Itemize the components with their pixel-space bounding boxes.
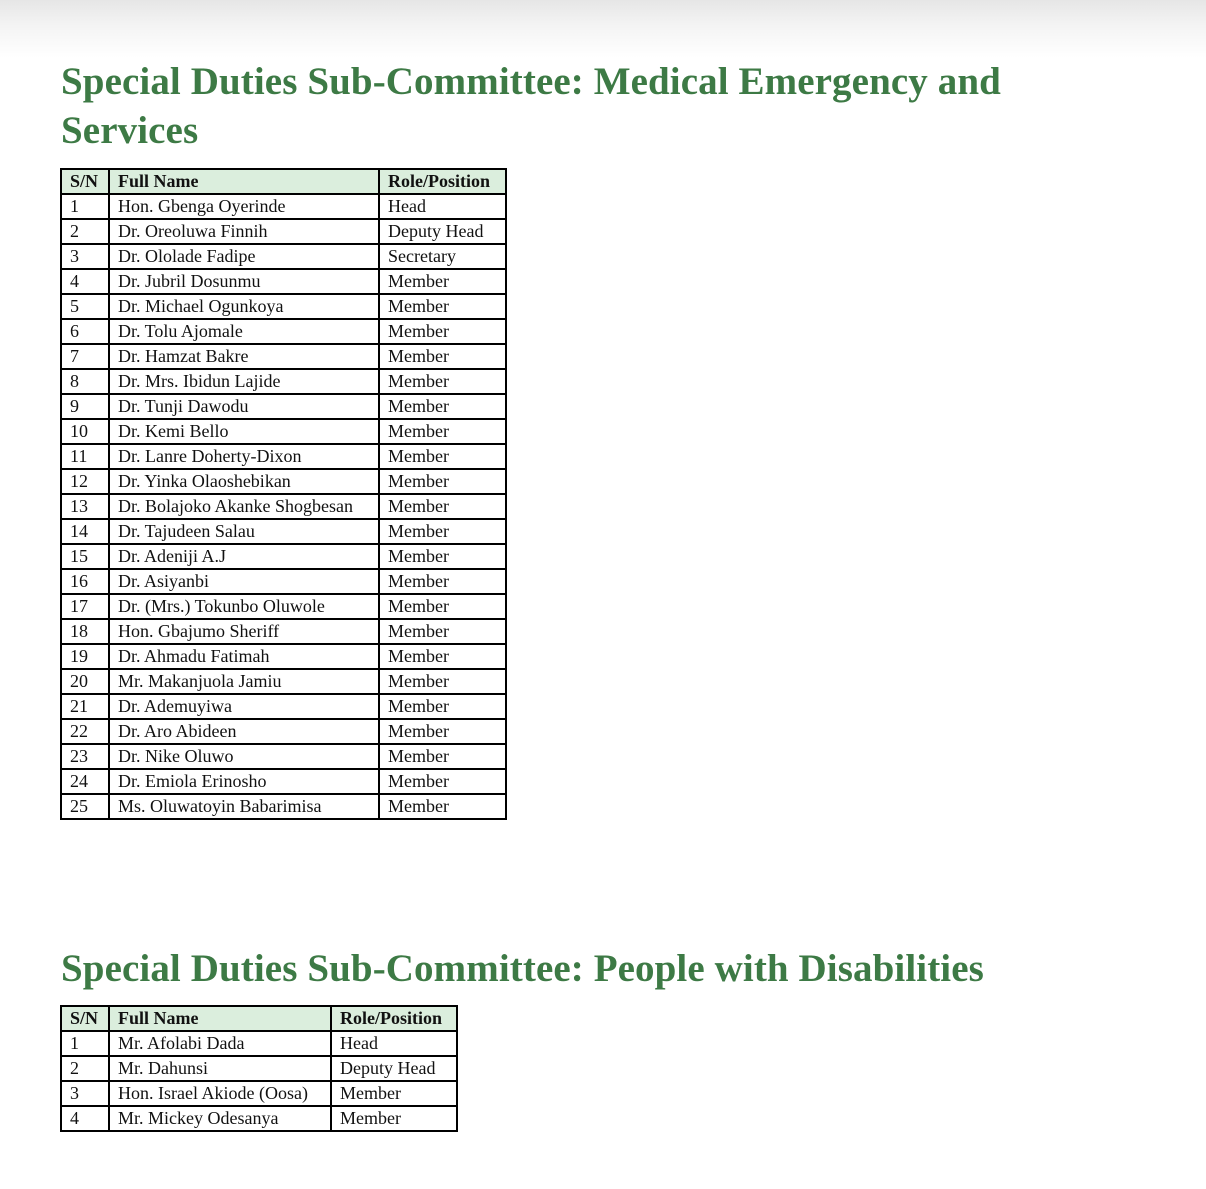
cell-full-name: Dr. Tajudeen Salau xyxy=(109,519,379,544)
table-body xyxy=(61,194,506,819)
cell-full-name: Ms. Oluwatoyin Babarimisa xyxy=(109,794,379,819)
top-shade xyxy=(0,0,1206,58)
cell-sn: 2 xyxy=(61,219,109,244)
cell-sn: 2 xyxy=(61,1056,109,1081)
cell-full-name: Dr. Kemi Bello xyxy=(109,419,379,444)
cell-full-name: Dr. Aro Abideen xyxy=(109,719,379,744)
table-row xyxy=(61,769,506,794)
cell-full-name: Hon. Gbenga Oyerinde xyxy=(109,194,379,219)
table-row xyxy=(61,544,506,569)
cell-role: Member xyxy=(379,394,506,419)
cell-full-name: Hon. Israel Akiode (Oosa) xyxy=(109,1081,331,1106)
cell-role: Member xyxy=(379,344,506,369)
cell-role: Deputy Head xyxy=(331,1056,457,1081)
table-header-row xyxy=(61,169,506,194)
cell-role: Member xyxy=(379,669,506,694)
table-row xyxy=(61,1031,457,1056)
cell-full-name: Dr. Lanre Doherty-Dixon xyxy=(109,444,379,469)
cell-full-name: Dr. Emiola Erinosho xyxy=(109,769,379,794)
cell-full-name: Dr. Yinka Olaoshebikan xyxy=(109,469,379,494)
cell-sn: 11 xyxy=(61,444,109,469)
cell-role: Secretary xyxy=(379,244,506,269)
cell-role: Member xyxy=(379,644,506,669)
cell-full-name: Dr. Ahmadu Fatimah xyxy=(109,644,379,669)
cell-role: Member xyxy=(379,794,506,819)
cell-full-name: Dr. (Mrs.) Tokunbo Oluwole xyxy=(109,594,379,619)
table-row xyxy=(61,669,506,694)
table-row xyxy=(61,1106,457,1131)
cell-full-name: Dr. Asiyanbi xyxy=(109,569,379,594)
cell-sn: 16 xyxy=(61,569,109,594)
cell-full-name: Dr. Ololade Fadipe xyxy=(109,244,379,269)
cell-sn: 5 xyxy=(61,294,109,319)
table-row xyxy=(61,594,506,619)
cell-sn: 20 xyxy=(61,669,109,694)
cell-full-name: Dr. Jubril Dosunmu xyxy=(109,269,379,294)
cell-role: Member xyxy=(379,444,506,469)
cell-role: Head xyxy=(331,1031,457,1056)
medical-emergency-heading: Special Duties Sub-Committee: Medical Emergency and Services xyxy=(61,60,1001,152)
cell-sn: 4 xyxy=(61,1106,109,1131)
cell-sn: 3 xyxy=(61,1081,109,1106)
cell-sn: 17 xyxy=(61,594,109,619)
table-row xyxy=(61,394,506,419)
cell-sn: 19 xyxy=(61,644,109,669)
table-row xyxy=(61,1081,457,1106)
column-header-full-name: Full Name xyxy=(109,1006,331,1031)
cell-role: Member xyxy=(379,494,506,519)
cell-role: Member xyxy=(379,694,506,719)
cell-full-name: Dr. Oreoluwa Finnih xyxy=(109,219,379,244)
cell-role: Member xyxy=(379,544,506,569)
column-header-full-name: Full Name xyxy=(109,169,379,194)
cell-full-name: Mr. Dahunsi xyxy=(109,1056,331,1081)
cell-sn: 7 xyxy=(61,344,109,369)
table-row xyxy=(61,319,506,344)
cell-full-name: Dr. Michael Ogunkoya xyxy=(109,294,379,319)
table-row xyxy=(61,519,506,544)
cell-sn: 13 xyxy=(61,494,109,519)
cell-full-name: Dr. Bolajoko Akanke Shogbesan xyxy=(109,494,379,519)
cell-sn: 10 xyxy=(61,419,109,444)
table-row xyxy=(61,469,506,494)
cell-full-name: Dr. Tolu Ajomale xyxy=(109,319,379,344)
cell-role: Member xyxy=(379,769,506,794)
cell-sn: 18 xyxy=(61,619,109,644)
table-row xyxy=(61,444,506,469)
cell-role: Member xyxy=(379,744,506,769)
cell-sn: 1 xyxy=(61,194,109,219)
cell-sn: 1 xyxy=(61,1031,109,1056)
cell-full-name: Mr. Mickey Odesanya xyxy=(109,1106,331,1131)
medical-emergency-table xyxy=(60,168,507,820)
table-row xyxy=(61,619,506,644)
disabilities-table xyxy=(60,1005,458,1132)
table-row xyxy=(61,644,506,669)
cell-full-name: Dr. Adeniji A.J xyxy=(109,544,379,569)
cell-sn: 24 xyxy=(61,769,109,794)
cell-role: Member xyxy=(379,269,506,294)
table-row xyxy=(61,744,506,769)
cell-sn: 25 xyxy=(61,794,109,819)
table-row xyxy=(61,194,506,219)
cell-role: Member xyxy=(379,369,506,394)
cell-sn: 14 xyxy=(61,519,109,544)
cell-role: Member xyxy=(379,719,506,744)
cell-full-name: Mr. Afolabi Dada xyxy=(109,1031,331,1056)
cell-role: Member xyxy=(331,1081,457,1106)
table-row xyxy=(61,369,506,394)
table-row xyxy=(61,719,506,744)
cell-sn: 12 xyxy=(61,469,109,494)
table-row xyxy=(61,794,506,819)
table-row xyxy=(61,219,506,244)
table-header-row xyxy=(61,1006,457,1031)
table-row xyxy=(61,694,506,719)
table-row xyxy=(61,494,506,519)
table-row xyxy=(61,244,506,269)
cell-sn: 9 xyxy=(61,394,109,419)
cell-full-name: Hon. Gbajumo Sheriff xyxy=(109,619,379,644)
table-row xyxy=(61,1056,457,1081)
table-row xyxy=(61,269,506,294)
cell-full-name: Dr. Hamzat Bakre xyxy=(109,344,379,369)
cell-full-name: Mr. Makanjuola Jamiu xyxy=(109,669,379,694)
cell-full-name: Dr. Mrs. Ibidun Lajide xyxy=(109,369,379,394)
cell-full-name: Dr. Tunji Dawodu xyxy=(109,394,379,419)
cell-sn: 15 xyxy=(61,544,109,569)
column-header-sn: S/N xyxy=(61,169,109,194)
table-row xyxy=(61,419,506,444)
cell-sn: 21 xyxy=(61,694,109,719)
column-header-role: Role/Position xyxy=(379,169,506,194)
cell-sn: 3 xyxy=(61,244,109,269)
disabilities-heading: Special Duties Sub-Committee: People with Disabilities xyxy=(61,947,984,990)
cell-sn: 23 xyxy=(61,744,109,769)
cell-full-name: Dr. Ademuyiwa xyxy=(109,694,379,719)
cell-role: Member xyxy=(331,1106,457,1131)
column-header-sn: S/N xyxy=(61,1006,109,1031)
cell-sn: 22 xyxy=(61,719,109,744)
column-header-role: Role/Position xyxy=(331,1006,457,1031)
table-row xyxy=(61,344,506,369)
cell-role: Member xyxy=(379,594,506,619)
cell-sn: 8 xyxy=(61,369,109,394)
cell-sn: 4 xyxy=(61,269,109,294)
cell-role: Member xyxy=(379,469,506,494)
cell-role: Deputy Head xyxy=(379,219,506,244)
table-body xyxy=(61,1031,457,1131)
cell-sn: 6 xyxy=(61,319,109,344)
cell-role: Member xyxy=(379,569,506,594)
cell-role: Head xyxy=(379,194,506,219)
cell-role: Member xyxy=(379,419,506,444)
table-row xyxy=(61,569,506,594)
cell-role: Member xyxy=(379,519,506,544)
cell-role: Member xyxy=(379,294,506,319)
cell-role: Member xyxy=(379,619,506,644)
table-row xyxy=(61,294,506,319)
cell-full-name: Dr. Nike Oluwo xyxy=(109,744,379,769)
cell-role: Member xyxy=(379,319,506,344)
